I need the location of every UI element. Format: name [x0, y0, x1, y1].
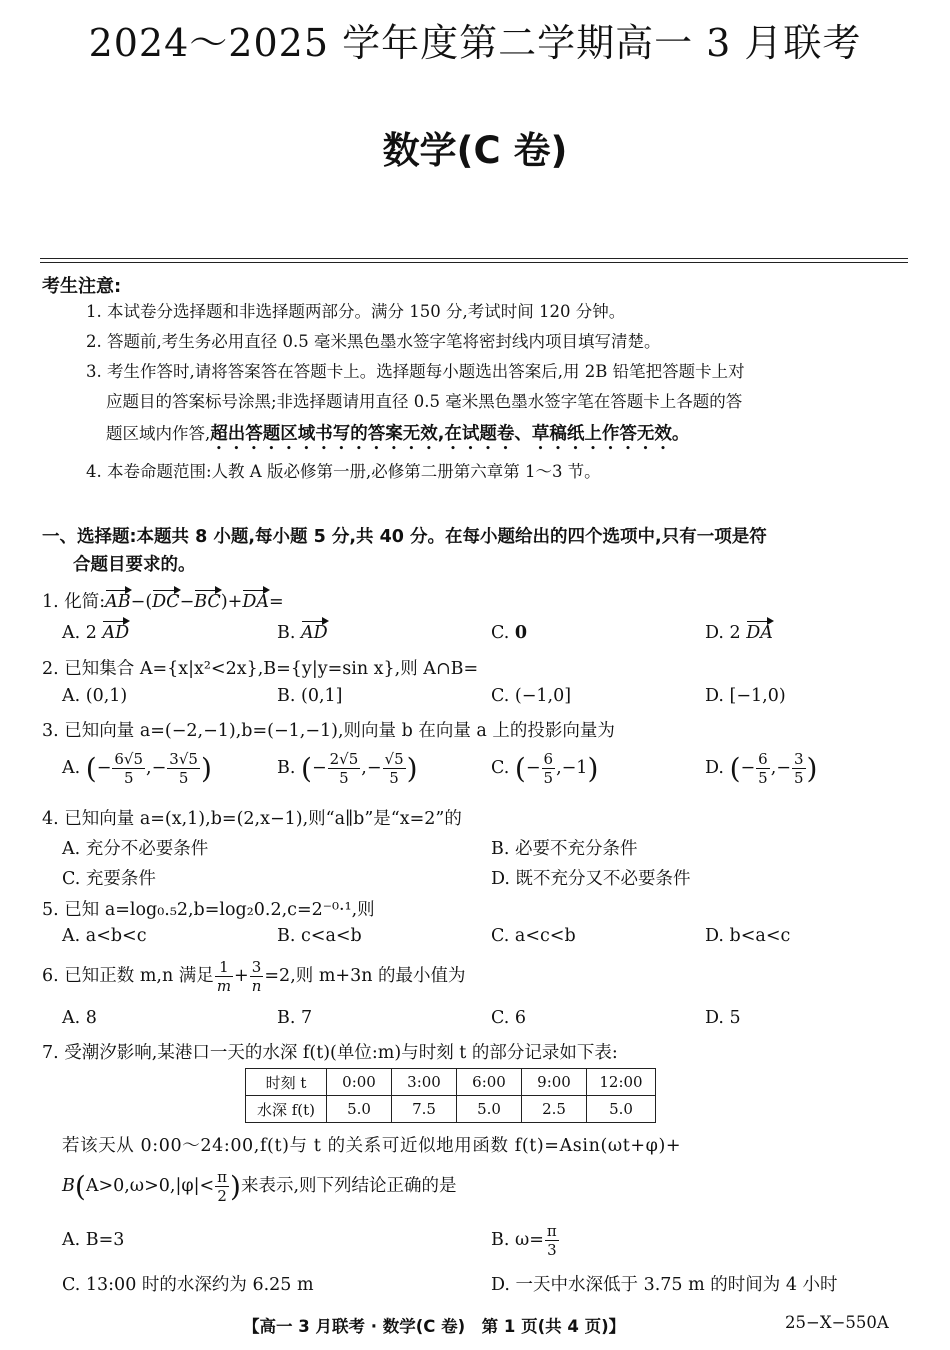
- q6-option-d[interactable]: D. 5: [705, 1008, 741, 1028]
- q7-option-d[interactable]: D. 一天中水深低于 3.75 m 的时间为 4 小时: [491, 1275, 838, 1295]
- q1-option-d[interactable]: D. 2 DA: [705, 623, 773, 643]
- table-row: [246, 1069, 656, 1096]
- q7-option-b[interactable]: B. ω= $\frac{\pi}{3}$: [491, 1222, 557, 1259]
- exam-code: 25−X−550A: [785, 1313, 889, 1332]
- table-cell: 7.5: [392, 1096, 457, 1123]
- table-cell: 5.0: [457, 1096, 522, 1123]
- table-cell: 6:00: [457, 1069, 522, 1096]
- q3-option-c[interactable]: C. (− $\frac{6}{5}$ ,−1): [491, 750, 599, 787]
- q5-option-d[interactable]: D. b<a<c: [705, 926, 791, 946]
- subject-title: 数学(C 卷): [382, 129, 568, 172]
- table-cell: 0:00: [327, 1069, 392, 1096]
- notice-item-1: 1. 本试卷分选择题和非选择题两部分。满分 150 分,考试时间 120 分钟。: [86, 302, 626, 321]
- notice-item-4: 4. 本卷命题范围:人教 A 版必修第一册,必修第二册第六章第 1～3 节。: [86, 462, 601, 481]
- question-4: 4. 已知向量 a=(x,1),b=(2,x−1),则“a∥b”是“x=2”的: [42, 809, 462, 829]
- notice-item-2: 2. 答题前,考生务必用直径 0.5 毫米黑色墨水签字笔将密封线内项目填写清楚。: [86, 332, 661, 351]
- q7-option-c[interactable]: C. 13:00 时的水深约为 6.25 m: [62, 1275, 314, 1295]
- q7-body-line2: B(A>0,ω>0,|φ|< $\frac{\pi}{2}$ )来表示,则下列结论正确的是: [62, 1168, 457, 1205]
- exam-title: 2024～2025 学年度第二学期高一 3 月联考: [88, 21, 862, 65]
- table-cell: 时刻 t: [246, 1069, 327, 1096]
- q5-option-a[interactable]: A. a<b<c: [62, 926, 147, 946]
- notice-item-3-end: [106, 420, 689, 454]
- q3-option-b[interactable]: B. (− $\frac{2√5}{5}$ ,− $\frac{√5}{5}$ ): [277, 750, 418, 787]
- q1-option-c[interactable]: C. 0: [491, 623, 528, 643]
- table-cell: 12:00: [587, 1069, 656, 1096]
- q3-option-a[interactable]: A. (− $\frac{6√5}{5}$ ,− $\frac{3√5}{5}$ ): [62, 750, 212, 787]
- table-cell: 2.5: [522, 1096, 587, 1123]
- q4-option-d[interactable]: D. 既不充分又不必要条件: [491, 869, 691, 889]
- q6-option-a[interactable]: A. 8: [62, 1008, 97, 1028]
- notice-heading: 考生注意:: [42, 276, 122, 297]
- question-2: 2. 已知集合 A={x|x²<2x},B={y|y=sin x},则 A∩B=: [42, 659, 479, 679]
- page-footer: 【高一 3 月联考 · 数学(C 卷) 第 1 页(共 4 页)】: [243, 1317, 626, 1336]
- table-cell: 9:00: [522, 1069, 587, 1096]
- question-3: 3. 已知向量 a=(−2,−1),b=(−1,−1),则向量 b 在向量 a 上的投影向量为: [42, 721, 615, 741]
- q4-option-a[interactable]: A. 充分不必要条件: [62, 839, 209, 859]
- q1-prefix: 1. 化简:: [42, 592, 106, 612]
- q1-option-b[interactable]: B. AD: [277, 623, 328, 643]
- question-6: 6. 已知正数 m,n 满足 $\frac{1}{m}$ + $\frac{3}{n}$ =2,则 m+3n 的最小值为: [42, 958, 466, 995]
- q7-body-line1: 若该天从 0:00～24:00,f(t)与 t 的关系可近似地用函数 f(t)=Asin(ωt+φ)+: [62, 1136, 682, 1156]
- q7-option-a[interactable]: A. B=3: [62, 1230, 125, 1250]
- q3-option-d[interactable]: D. (− $\frac{6}{5}$ ,− $\frac{3}{5}$ ): [705, 750, 818, 787]
- q1-option-a[interactable]: A. 2 AD: [62, 623, 130, 643]
- q2-option-d[interactable]: D. [−1,0): [705, 686, 786, 706]
- q2-option-a[interactable]: A. (0,1): [62, 686, 128, 706]
- table-cell: 3:00: [392, 1069, 457, 1096]
- notice-emphasis: 超出答题区域书写的答案无效,在试题卷、草稿纸上作答无效。: [210, 424, 690, 444]
- question-1: 1. 化简:AB−(DC−BC)+DA=: [42, 592, 284, 612]
- table-cell: 水深 f(t): [246, 1096, 327, 1123]
- header-rule-bottom: [40, 262, 908, 263]
- section-heading: 一、选择题:本题共 8 小题,每小题 5 分,共 40 分。在每小题给出的四个选项中,只有一项是符: [42, 527, 767, 547]
- q2-option-c[interactable]: C. (−1,0]: [491, 686, 572, 706]
- notice-item-3-cont: 应题目的答案标号涂黑;非选择题请用直径 0.5 毫米黑色墨水签字笔在答题卡上各题的答: [106, 392, 743, 411]
- table-cell: 5.0: [327, 1096, 392, 1123]
- notice-item-3-end-text: 题区域内作答,: [106, 424, 211, 443]
- q6-option-b[interactable]: B. 7: [277, 1008, 313, 1028]
- tide-table: [245, 1068, 656, 1123]
- q5-option-b[interactable]: B. c<a<b: [277, 926, 362, 946]
- question-7: 7. 受潮汐影响,某港口一天的水深 f(t)(单位:m)与时刻 t 的部分记录如下表:: [42, 1043, 618, 1063]
- notice-item-3: 3. 考生作答时,请将答案答在答题卡上。选择题每小题选出答案后,用 2B 铅笔把答题卡上对: [86, 362, 745, 381]
- q4-option-b[interactable]: B. 必要不充分条件: [491, 839, 638, 859]
- q4-option-c[interactable]: C. 充要条件: [62, 869, 156, 889]
- header-rule-top: [40, 258, 908, 259]
- question-5: 5. 已知 a=log₀.₅2,b=log₂0.2,c=2⁻⁰·¹,则: [42, 900, 375, 920]
- q5-option-c[interactable]: C. a<c<b: [491, 926, 576, 946]
- q2-option-b[interactable]: B. (0,1]: [277, 686, 343, 706]
- table-row: [246, 1096, 656, 1123]
- table-cell: 5.0: [587, 1096, 656, 1123]
- section-heading-cont: 合题目要求的。: [73, 555, 196, 575]
- q6-option-c[interactable]: C. 6: [491, 1008, 527, 1028]
